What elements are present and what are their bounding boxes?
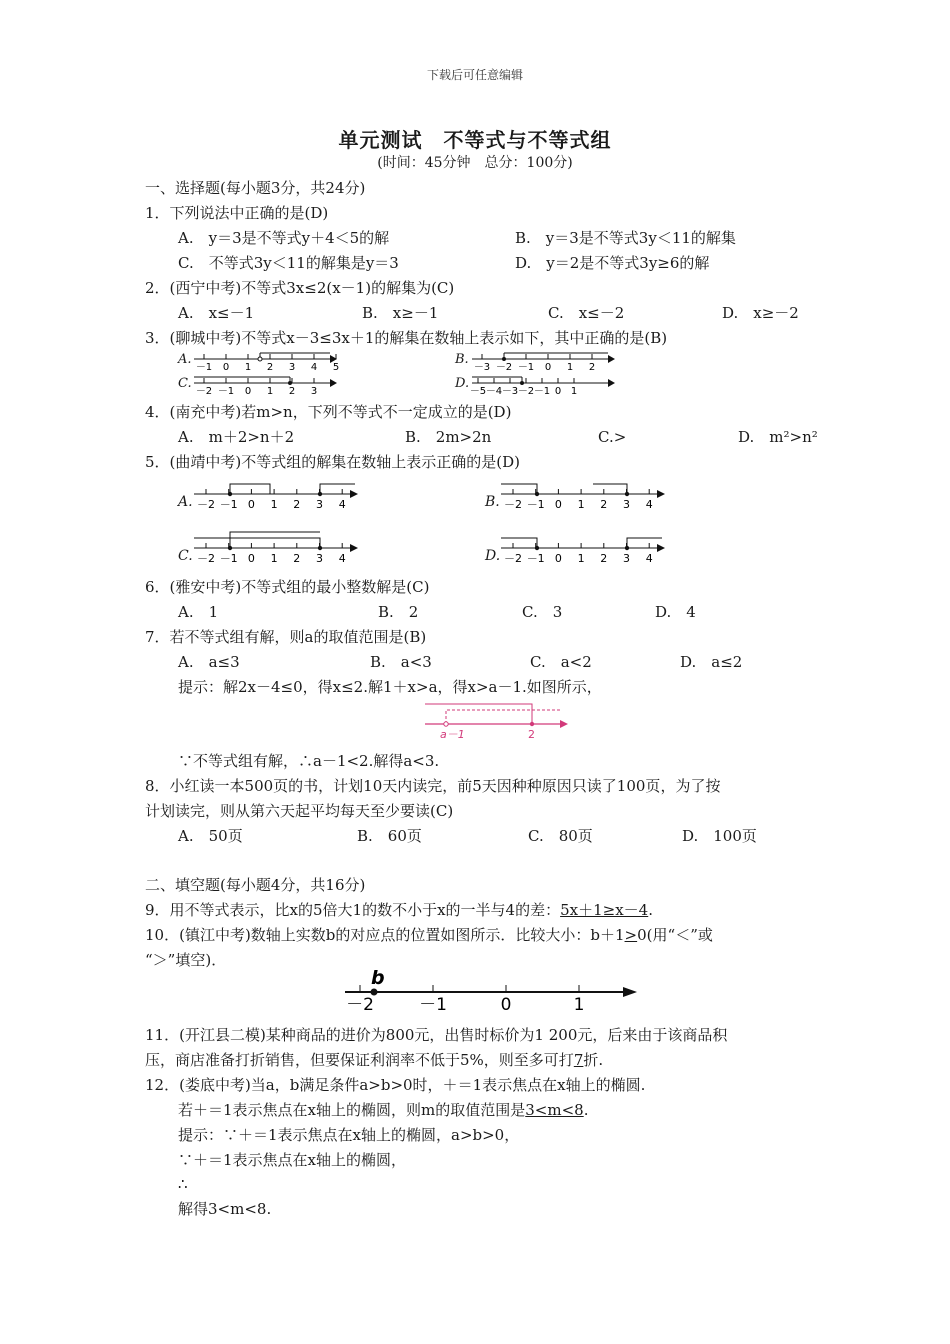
q12-line2: [178, 1100, 588, 1120]
axis-tick-label: －1: [217, 386, 235, 396]
q7-hint: 提示：解2x－4≤0，得x≤2.解1＋x>a，得x>a－1.如图所示，: [178, 678, 602, 696]
q7-conclusion: ∵不等式组有解，∴a－1<2.解得a<3.: [178, 752, 440, 770]
q7-option-d: D. a≤2: [680, 653, 743, 671]
q5-numberline-d: [497, 528, 672, 566]
q8-option-d: D. 100页: [682, 827, 757, 845]
axis-tick-label: 1: [566, 362, 574, 372]
q1-option-b: B. y＝3是不等式3y＜11的解集: [515, 229, 736, 247]
q3-numberline-a: [190, 350, 340, 372]
q7-option-b: B. a<3: [370, 653, 432, 671]
q12-stem-end: .: [583, 1101, 589, 1119]
axis-tick-label: －1: [219, 552, 238, 565]
q9-period: .: [648, 901, 654, 919]
axis-tick-label: －2: [197, 552, 215, 565]
q4-option-c: C.>: [598, 428, 627, 446]
q1-option-c: C. 不等式3y＜11的解集是y＝3: [178, 254, 399, 272]
axis-tick-label: 3: [316, 498, 323, 511]
q2-option-c: C. x≤－2: [548, 304, 625, 322]
q7-option-c: C. a<2: [530, 653, 592, 671]
axis-tick-label: 0: [222, 362, 230, 372]
q8-stem-line1: 8．小红读一本500页的书，计划10天内读完，前5天因种种原因只读了100页，为了按: [145, 777, 721, 795]
q10-stem: 10．(镇江中考)数轴上实数b的对应点的位置如图所示．比较大小：b＋1: [145, 926, 625, 944]
q2-option-a: A. x≤－1: [178, 304, 255, 322]
q6-stem: 6．(雅安中考)不等式组的最小整数解是(C): [145, 578, 430, 596]
q12-hint-line3: ∴: [178, 1175, 188, 1193]
axis-tick-label: 1: [270, 552, 278, 565]
q3-numberline-c: [190, 374, 340, 396]
axis-tick-label: 3: [623, 498, 630, 511]
axis-tick-label: 0: [247, 498, 255, 511]
axis-tick-label: －2: [504, 498, 522, 511]
axis-tick-label: 1: [577, 552, 585, 565]
q4-option-b: B. 2m>2n: [405, 428, 492, 446]
q8-option-b: B. 60页: [357, 827, 422, 845]
axis-tick-label: 0: [554, 386, 562, 396]
axis-tick-label: 5: [332, 362, 340, 372]
q5-numberline-c: [190, 528, 365, 566]
q10-point-b-label: b: [371, 967, 385, 989]
axis-tick-label: －2: [517, 386, 535, 396]
q5-label-d: D.: [485, 548, 501, 564]
q9-line: [145, 900, 653, 920]
axis-tick-label: 2: [266, 362, 274, 372]
q2-stem: 2．(西宁中考)不等式3x≤2(x－1)的解集为(C): [145, 279, 455, 297]
q10-line2: “＞”填空)．: [145, 951, 227, 969]
q5-label-b: B.: [485, 494, 500, 510]
q5-numberline-a: [190, 478, 365, 512]
q1-stem: 1．下列说法中正确的是(D): [145, 204, 329, 222]
axis-tick-label: 0: [554, 552, 562, 565]
axis-tick-label: 0: [500, 995, 512, 1014]
axis-tick-label: －2: [504, 552, 522, 565]
axis-tick-label: －3: [473, 362, 491, 372]
section-choice-heading: 一、选择题(每小题3分，共24分): [145, 179, 366, 197]
axis-tick-label: 4: [338, 498, 346, 511]
q7-figure-label-2: 2: [528, 728, 535, 741]
axis-tick-label: －5: [469, 386, 487, 396]
q1-option-a: A. y＝3是不等式y＋4＜5的解: [178, 229, 390, 247]
q8-option-c: C. 80页: [528, 827, 593, 845]
q3-label-a: A.: [178, 352, 192, 367]
axis-tick-label: 1: [573, 995, 585, 1014]
q5-numberline-b: [497, 478, 672, 512]
q7-option-a: A. a≤3: [178, 653, 240, 671]
q8-stem-line2: 计划读完，则从第六天起平均每天至少要读(C): [145, 802, 454, 820]
q3-label-d: D.: [455, 376, 470, 391]
axis-tick-label: －3: [501, 386, 519, 396]
axis-tick-label: －1: [419, 995, 447, 1014]
q12-hint-line1: 提示：∵＋＝1表示焦点在x轴上的椭圆，a>b>0，: [178, 1126, 520, 1144]
axis-tick-label: 1: [570, 386, 578, 396]
axis-tick-label: 1: [577, 498, 585, 511]
q11-answer: 7: [573, 1051, 584, 1069]
q6-option-b: B. 2: [378, 603, 419, 621]
axis-tick-label: －1: [526, 498, 545, 511]
axis-tick-label: 3: [288, 362, 296, 372]
axis-tick-label: －1: [533, 386, 551, 396]
q1-option-d: D. y＝2是不等式3y≥6的解: [515, 254, 710, 272]
q12-hint-line2: ∵＋＝1表示焦点在x轴上的椭圆，: [178, 1151, 407, 1169]
axis-tick-label: 2: [600, 552, 608, 565]
q8-option-a: A. 50页: [178, 827, 243, 845]
axis-tick-label: 2: [293, 552, 301, 565]
axis-tick-label: 2: [288, 386, 296, 396]
axis-tick-label: 4: [338, 552, 346, 565]
axis-tick-label: 3: [316, 552, 323, 565]
axis-tick-label: 4: [645, 498, 653, 511]
q10-line1: [145, 925, 713, 945]
q2-option-b: B. x≥－1: [362, 304, 439, 322]
q5-label-c: C.: [178, 548, 193, 564]
q12-stem: 若＋＝1表示焦点在x轴上的椭圆，则m的取值范围是: [178, 1101, 526, 1119]
q4-stem: 4．(南充中考)若m>n，下列不等式不一定成立的是(D): [145, 403, 512, 421]
axis-tick-label: －2: [195, 386, 213, 396]
axis-tick-label: 0: [544, 362, 552, 372]
axis-tick-label: －1: [526, 552, 545, 565]
q2-option-d: D. x≥－2: [722, 304, 799, 322]
page-header: 下载后可任意编辑: [426, 68, 523, 82]
q5-label-a: A.: [178, 494, 193, 510]
q6-option-d: D. 4: [655, 603, 696, 621]
q7-hint-figure: [420, 696, 575, 742]
axis-tick-label: －1: [195, 362, 213, 372]
q11-line2: [145, 1050, 603, 1070]
axis-tick-label: －2: [346, 995, 374, 1014]
q6-option-a: A. 1: [178, 603, 219, 621]
q3-numberline-b: [468, 350, 618, 372]
q3-numberline-d: [468, 374, 618, 396]
page-title: 单元测试 不等式与不等式组: [338, 128, 612, 152]
q11-stem-end: 折.: [583, 1051, 604, 1069]
q10-stem-end: 0(用“＜”或: [637, 926, 713, 944]
axis-tick-label: 2: [600, 498, 608, 511]
q11-line1: 11．(开江县二模)某种商品的进价为800元，出售时标价为1 200元，后来由于该商品积: [145, 1026, 728, 1044]
q12-hint-line4: 解得3<m<8.: [178, 1200, 272, 1218]
axis-tick-label: －1: [517, 362, 535, 372]
q9-stem: 9．用不等式表示，比x的5倍大1的数不小于x的一半与4的差：: [145, 901, 561, 919]
q10-numberline: [340, 966, 645, 1014]
axis-tick-label: 3: [623, 552, 630, 565]
axis-tick-label: 2: [293, 498, 301, 511]
axis-tick-label: 1: [244, 362, 252, 372]
q4-option-a: A. m＋2>n＋2: [178, 428, 295, 446]
axis-tick-label: 0: [247, 552, 255, 565]
axis-tick-label: 1: [266, 386, 274, 396]
axis-tick-label: 4: [645, 552, 653, 565]
page-subtitle: (时间：45分钟 总分：100分): [377, 155, 573, 171]
q10-answer: >: [624, 926, 638, 944]
q3-stem: 3．(聊城中考)不等式x－3≤3x＋1的解集在数轴上表示如下，其中正确的是(B): [145, 329, 668, 347]
axis-tick-label: －2: [495, 362, 513, 372]
axis-tick-label: －4: [485, 386, 503, 396]
axis-tick-label: －1: [219, 498, 238, 511]
axis-tick-label: 3: [310, 386, 318, 396]
q12-line1: 12．(娄底中考)当a，b满足条件a>b>0时，＋＝1表示焦点在x轴上的椭圆.: [145, 1076, 646, 1094]
axis-tick-label: －2: [197, 498, 215, 511]
axis-tick-label: 0: [244, 386, 252, 396]
q3-label-c: C.: [178, 376, 192, 391]
axis-tick-label: 1: [270, 498, 278, 511]
q9-answer: 5x＋1≥x－4: [560, 901, 649, 919]
section-fill-heading: 二、填空题(每小题4分，共16分): [145, 876, 366, 894]
q5-stem: 5．(曲靖中考)不等式组的解集在数轴上表示正确的是(D): [145, 453, 520, 471]
q6-option-c: C. 3: [522, 603, 563, 621]
q4-option-d: D. m²>n²: [738, 428, 818, 446]
axis-tick-label: 4: [310, 362, 318, 372]
q11-stem: 压，商店准备打折销售，但要保证利润率不低于5%，则至多可打: [145, 1051, 574, 1069]
q3-label-b: B.: [455, 352, 469, 367]
q7-stem: 7．若不等式组有解，则a的取值范围是(B): [145, 628, 427, 646]
q12-answer: 3<m<8: [525, 1101, 584, 1119]
q7-figure-label-a: a－1: [440, 728, 465, 741]
axis-tick-label: 0: [554, 498, 562, 511]
axis-tick-label: 2: [588, 362, 596, 372]
